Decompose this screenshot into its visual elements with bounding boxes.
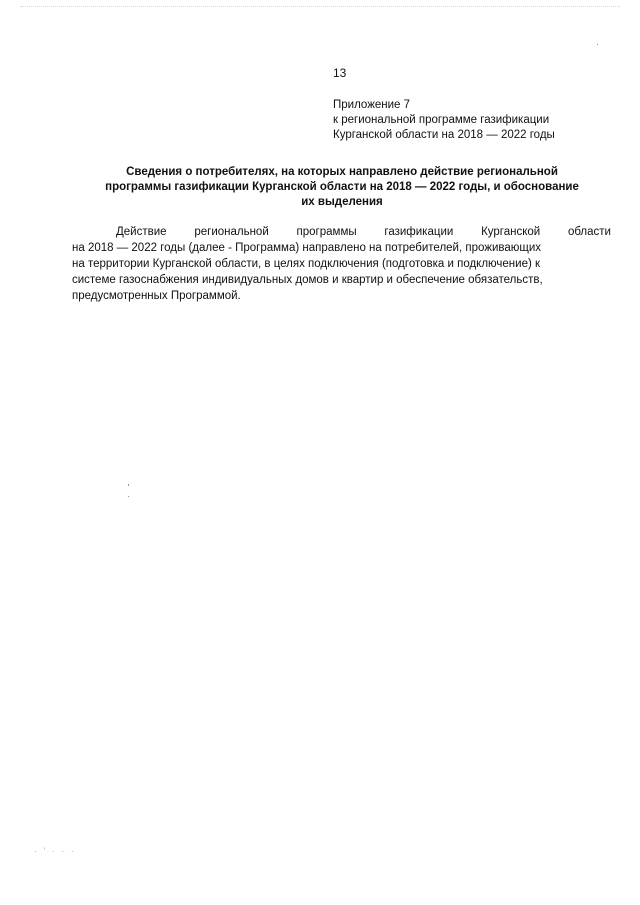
scan-speck xyxy=(128,484,129,486)
appendix-line: Курганской области на 2018 — 2022 годы xyxy=(333,129,555,141)
body-line: системе газоснабжения индивидуальных домов и квартир и обеспечение обязательств, xyxy=(72,274,543,286)
body-word: программы xyxy=(296,226,357,238)
heading-line: программы газификации Курганской области на 2018 — 2022 годы, и обоснование xyxy=(105,181,579,193)
scan-speck xyxy=(128,496,129,497)
appendix-header xyxy=(333,98,555,143)
scan-artifact-top xyxy=(20,6,620,8)
document-heading xyxy=(70,165,614,210)
page-number: 13 xyxy=(333,66,347,80)
body-line: предусмотренных Программой. xyxy=(72,290,241,302)
appendix-line: к региональной программе газификации xyxy=(333,114,550,126)
body-word: газификации xyxy=(384,226,454,238)
body-word: Курганской xyxy=(481,226,541,238)
heading-line: Сведения о потребителях, на которых направлено действие региональной xyxy=(126,166,558,178)
scan-artifact-bottom: · ' · · · xyxy=(34,846,76,856)
body-paragraph xyxy=(72,224,611,304)
appendix-line: Приложение 7 xyxy=(333,99,411,111)
body-word: региональной xyxy=(194,226,269,238)
body-line: на 2018 — 2022 годы (далее - Программа) направлено на потребителей, проживающих xyxy=(72,242,542,254)
heading-line: их выделения xyxy=(301,196,383,208)
body-word: Действие xyxy=(116,226,167,238)
body-line: на территории Курганской области, в целях подключения (подготовка и подключение) к xyxy=(72,258,541,270)
body-word: области xyxy=(567,226,611,238)
body-line xyxy=(72,224,611,240)
scan-speck xyxy=(597,44,598,45)
